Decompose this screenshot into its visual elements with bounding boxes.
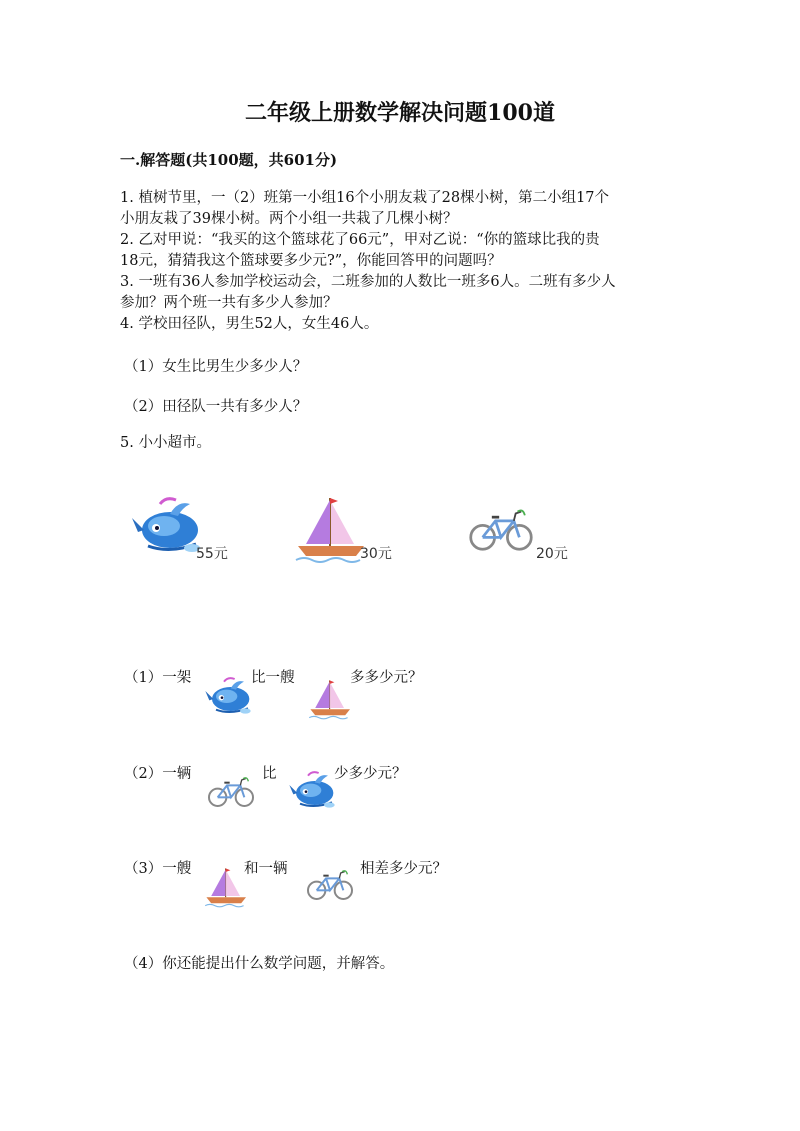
question-4-sub-1: （1）女生比男生少多少人？ [124, 359, 308, 375]
q5-sub-3-part-c: 相差多少元？ [360, 861, 447, 877]
question-3-line-2: 参加？两个班一共有多少人参加？ [120, 295, 338, 311]
question-2-line-2: 18元，猜猜我这个篮球要多少元?”，你能回答甲的问题吗？ [120, 253, 502, 269]
whale-plane-icon [288, 770, 336, 812]
q5-sub-1-part-b: 比一艘 [251, 670, 295, 686]
sailboat-icon [294, 494, 364, 564]
bicycle-icon [207, 775, 255, 809]
q5-sub-3-part-b: 和一辆 [244, 861, 288, 877]
sailboat-icon [204, 866, 246, 908]
q5-sub-2-part-c: 少多少元？ [334, 766, 407, 782]
whale-plane-icon [130, 496, 202, 558]
bicycle-icon [468, 506, 534, 554]
q5-sub-3-part-a: （3）一艘 [124, 861, 192, 877]
plane-price: 55元 [196, 546, 228, 562]
q5-sub-4: （4）你还能提出什么数学问题，并解答。 [124, 956, 395, 972]
q5-sub-1-part-a: （1）一架 [124, 670, 192, 686]
q5-sub-2-part-a: （2）一辆 [124, 766, 192, 782]
question-4-line-1: 4. 学校田径队，男生52人，女生46人。 [120, 316, 379, 332]
bike-price: 20元 [536, 546, 568, 562]
section-heading: 一.解答题(共100题，共601分) [120, 151, 338, 169]
question-1-line-2: 小朋友栽了39棵小树。两个小组一共栽了几棵小树？ [120, 211, 458, 227]
question-1-line-1: 1. 植树节里，一（2）班第一小组16个小朋友栽了28棵小树，第二小组17个 [120, 190, 610, 206]
bicycle-icon [306, 868, 354, 902]
sailboat-icon [308, 678, 350, 720]
q5-sub-2-part-b: 比 [262, 766, 277, 782]
question-5-line-1: 5. 小小超市。 [120, 435, 211, 451]
whale-plane-icon [204, 676, 252, 718]
q5-sub-1-part-c: 多多少元？ [350, 670, 423, 686]
question-4-sub-2: （2）田径队一共有多少人？ [124, 399, 308, 415]
question-3-line-1: 3. 一班有36人参加学校运动会，二班参加的人数比一班多6人。二班有多少人 [120, 274, 616, 290]
page-title: 二年级上册数学解决问题100道 [245, 100, 555, 126]
boat-price: 30元 [360, 546, 392, 562]
question-2-line-1: 2. 乙对甲说：“我买的这个篮球花了66元”，甲对乙说：“你的篮球比我的贵 [120, 232, 600, 248]
